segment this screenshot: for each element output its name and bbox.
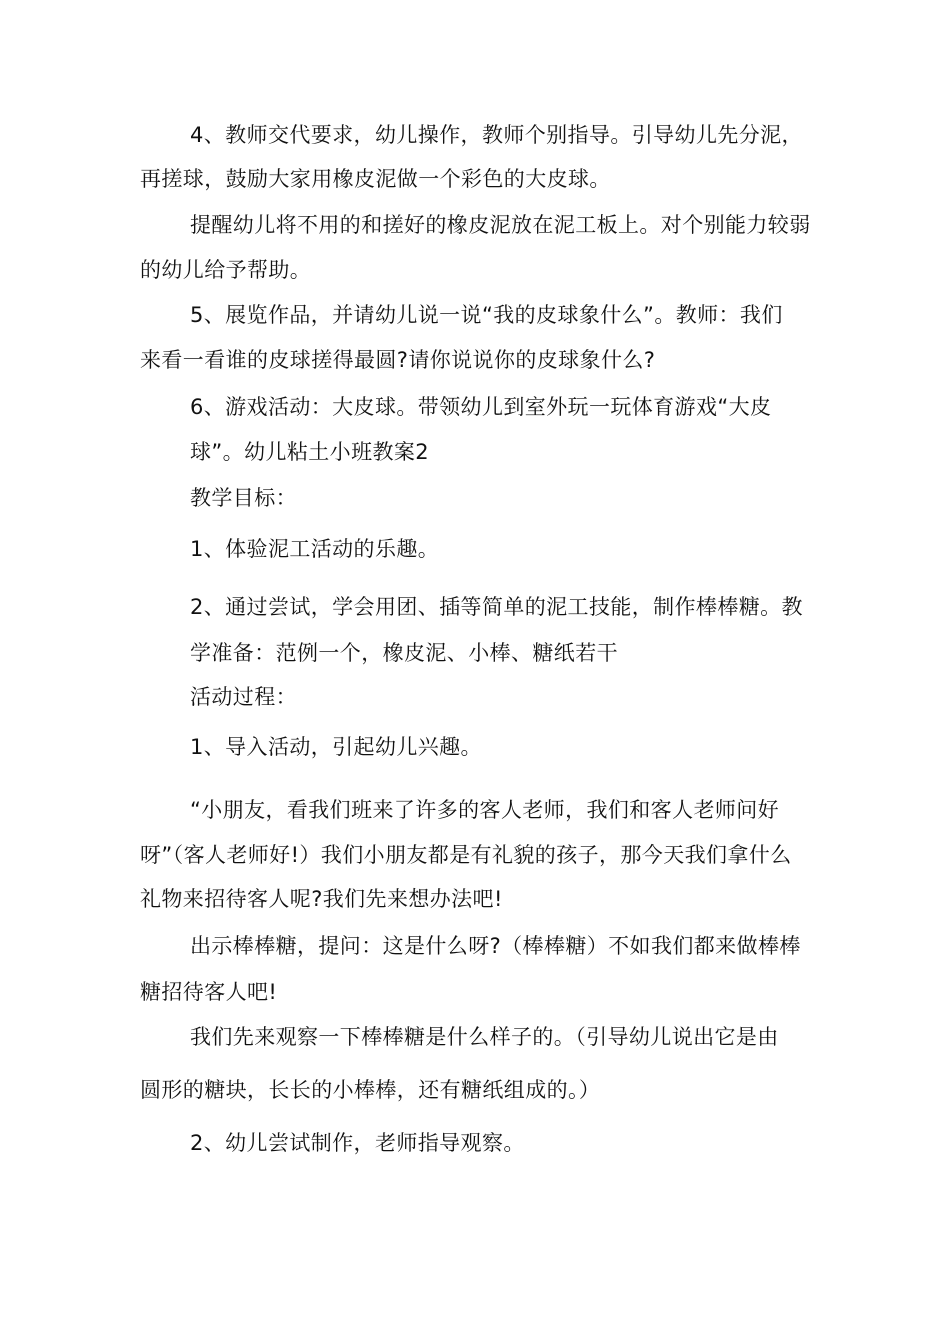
text-line: 提醒幼儿将不用的和搓好的橡皮泥放在泥工板上。对个别能力较弱 xyxy=(190,213,811,237)
text-line: 1、体验泥工活动的乐趣。 xyxy=(190,537,440,561)
text-line: 我们先来观察一下棒棒糖是什么样子的。（引导幼儿说出它是由 xyxy=(190,1025,779,1049)
text-line: 圆形的糖块，长长的小棒棒，还有糖纸组成的。） xyxy=(140,1078,601,1102)
text-line: 礼物来招待客人呢?我们先来想办法吧! xyxy=(140,887,503,911)
text-line: 教学目标： xyxy=(190,486,297,510)
text-line: 2、幼儿尝试制作，老师指导观察。 xyxy=(190,1131,525,1155)
text-line: 再搓球，鼓励大家用橡皮泥做一个彩色的大皮球。 xyxy=(140,167,611,191)
text-line: 活动过程： xyxy=(190,685,297,709)
text-line: 出示棒棒糖，提问：这是什么呀?（棒棒糖）不如我们都来做棒棒 xyxy=(190,934,801,958)
text-line: 学准备：范例一个，橡皮泥、小棒、糖纸若干 xyxy=(190,641,618,665)
text-line: 的幼儿给予帮助。 xyxy=(140,258,312,282)
text-line: “小朋友，看我们班来了许多的客人老师，我们和客人老师问好 xyxy=(190,798,780,822)
text-line: 5、展览作品，并请幼儿说一说“我的皮球象什么”。教师：我们 xyxy=(190,303,783,327)
text-line: 来看一看谁的皮球搓得最圆?请你说说你的皮球象什么? xyxy=(140,348,656,372)
text-line: 1、导入活动，引起幼儿兴趣。 xyxy=(190,735,482,759)
text-line: 6、游戏活动：大皮球。带领幼儿到室外玩一玩体育游戏“大皮 xyxy=(190,395,772,419)
text-line: 糖招待客人吧! xyxy=(140,980,278,1004)
text-line: 呀”（客人老师好!）我们小朋友都是有礼貌的孩子，那今天我们拿什么 xyxy=(140,843,792,867)
text-line: 2、通过尝试，学会用团、插等简单的泥工技能，制作棒棒糖。教 xyxy=(190,595,803,619)
text-line: 球”。幼儿粘土小班教案2 xyxy=(190,440,430,464)
text-line: 4、教师交代要求，幼儿操作，教师个别指导。引导幼儿先分泥， xyxy=(190,123,803,147)
